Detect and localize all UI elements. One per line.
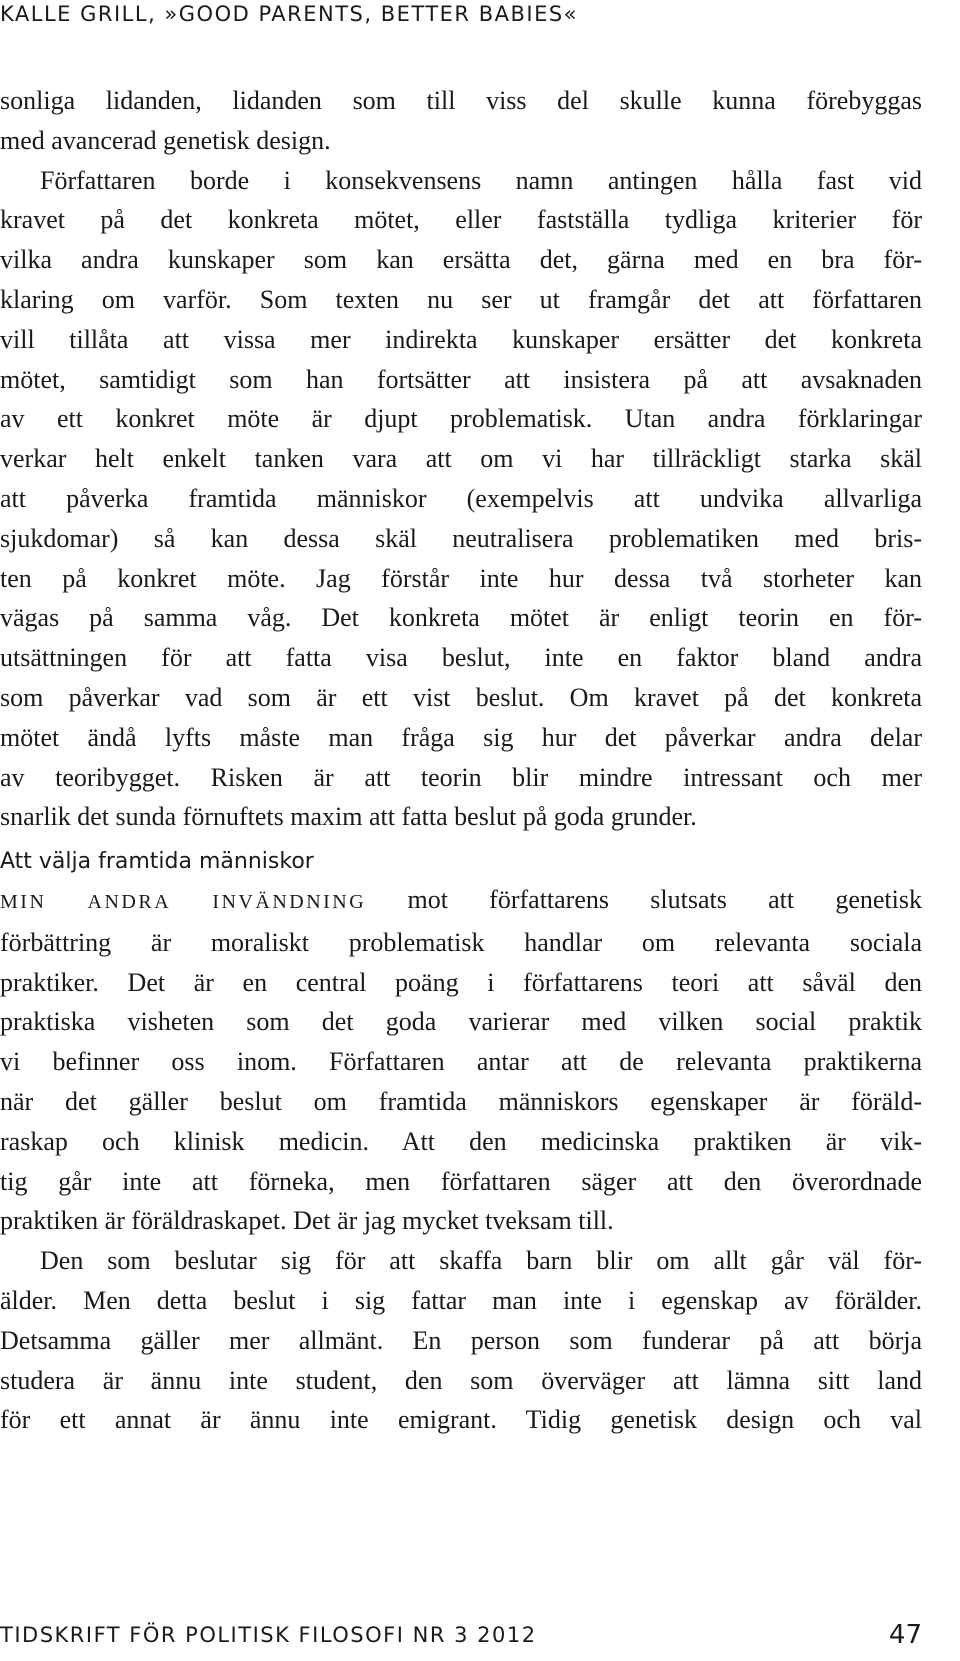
page-number: 47	[888, 1620, 922, 1650]
text-line: Författaren borde i konsekvensens namn antingen hålla fast vid	[40, 165, 922, 195]
text-line: vägas på samma våg. Det konkreta mötet är enligt teorin en för-	[0, 603, 922, 633]
text-line: mötet, samtidigt som han fortsätter att insistera på att avsaknaden	[0, 364, 922, 394]
text-line: när det gäller beslut om framtida människors egenskaper är föräld-	[0, 1086, 922, 1116]
text-line: som påverkar vad som är ett vist beslut. Om kravet på det konkreta	[0, 682, 922, 712]
text-line: studera är ännu inte student, den som överväger att lämna sitt land	[0, 1365, 922, 1395]
text-line: praktiker. Det är en central poäng i författarens teori att såväl den	[0, 967, 922, 997]
text-line: med avancerad genetisk design.	[0, 125, 331, 155]
text-line: vi befinner oss inom. Författaren antar att de relevanta praktikerna	[0, 1047, 922, 1077]
text-line: praktiska visheten som det goda varierar med vilken social praktik	[0, 1007, 922, 1037]
body-text-block-2	[0, 880, 922, 1440]
text-line: älder. Men detta beslut i sig fattar man inte i egenskap av förälder.	[0, 1285, 922, 1315]
text-line: förbättring är moraliskt problematisk handlar om relevanta sociala	[0, 927, 922, 957]
text-line: praktiken är föräldraskapet. Det är jag mycket tveksam till.	[0, 1206, 614, 1236]
text-line: för ett annat är ännu inte emigrant. Tidig genetisk design och val	[0, 1405, 922, 1435]
text-line: Den som beslutar sig för att skaffa barn blir om allt går väl för-	[40, 1246, 922, 1276]
text-line: sjukdomar) så kan dessa skäl neutralisera problematiken med bris-	[0, 523, 922, 553]
text-line: av teoribygget. Risken är att teorin blir mindre intressant och mer	[0, 762, 922, 792]
text-line: snarlik det sunda förnuftets maxim att fatta beslut på goda grunder.	[0, 802, 697, 832]
smallcaps-lead-in: MIN ANDRA INVÄNDNING	[0, 891, 367, 913]
text-line: kravet på det konkreta mötet, eller fastställa tydliga kriterier för	[0, 205, 922, 235]
text-line: ten på konkret möte. Jag förstår inte hur dessa två storheter kan	[0, 563, 922, 593]
text-line: vill tillåta att vissa mer indirekta kunskaper ersätter det konkreta	[0, 324, 922, 354]
text-line: vilka andra kunskaper som kan ersätta det, gärna med en bra för-	[0, 245, 922, 275]
journal-name: TIDSKRIFT FÖR POLITISK FILOSOFI NR 3 2012	[0, 1623, 537, 1647]
text-line: klaring om varför. Som texten nu ser ut framgår det att författaren	[0, 284, 922, 314]
opening-line-rest: mot författarens slutsats att genetisk	[366, 885, 922, 914]
text-line: Detsamma gäller mer allmänt. En person som funderar på att börja	[0, 1325, 922, 1355]
text-line: verkar helt enkelt tanken vara att om vi har tillräckligt starka skäl	[0, 444, 922, 474]
paragraph-opening-line	[0, 880, 922, 923]
text-line: tig går inte att förneka, men författaren säger att den överordnade	[0, 1166, 922, 1196]
section-heading: Att välja framtida människor	[0, 849, 314, 874]
text-line: sonliga lidanden, lidanden som till viss del skulle kunna förebyggas	[0, 86, 922, 115]
page-footer	[0, 1621, 922, 1649]
text-line: att påverka framtida människor (exempelvis att undvika allvarliga	[0, 483, 922, 513]
text-line: utsättningen för att fatta visa beslut, inte en faktor bland andra	[0, 643, 922, 673]
text-line: mötet ändå lyfts måste man fråga sig hur det påverkar andra delar	[0, 722, 922, 752]
text-line: av ett konkret möte är djupt problematisk. Utan andra förklaringar	[0, 404, 922, 434]
running-head: KALLE GRILL, »GOOD PARENTS, BETTER BABIES«	[0, 2, 579, 26]
text-line: raskap och klinisk medicin. Att den medicinska praktiken är vik-	[0, 1126, 922, 1156]
body-text-block-1	[0, 81, 922, 837]
